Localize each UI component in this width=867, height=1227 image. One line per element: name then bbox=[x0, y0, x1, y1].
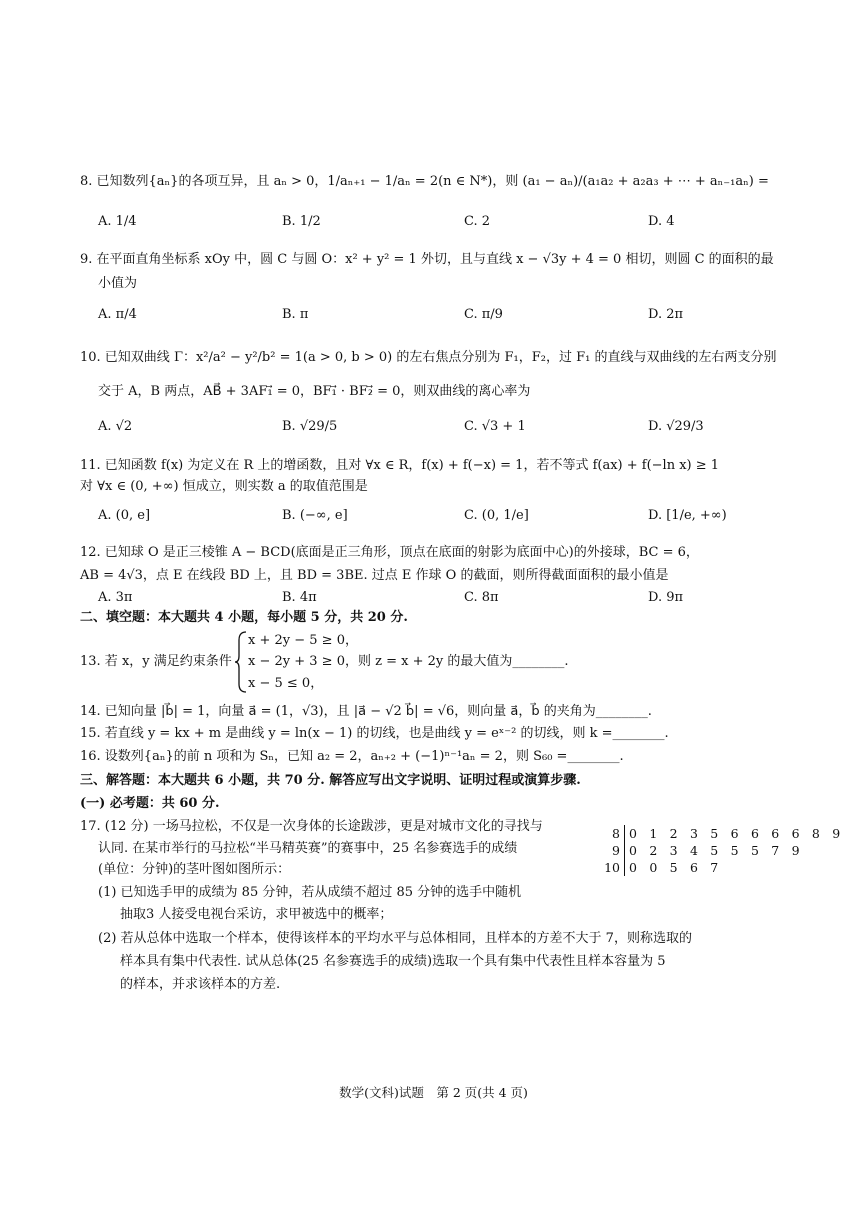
stem-value: 9 bbox=[604, 842, 625, 859]
q10-option-c: C. √3 + 1 bbox=[464, 419, 526, 434]
leaf-values: 0 0 5 6 7 bbox=[629, 860, 723, 875]
q11-option-c: C. (0, 1/e] bbox=[464, 508, 529, 523]
section-3-heading: 三、解答题：本大题共 6 小题，共 70 分. 解答应写出文字说明、证明过程或演算步骤. bbox=[80, 773, 581, 788]
question-17-part-1b: 抽取3 人接受电视台采访，求甲被选中的概率； bbox=[120, 907, 393, 922]
q12-option-c: C. 8π bbox=[464, 590, 499, 605]
q11-option-a: A. (0, e] bbox=[98, 508, 151, 523]
stem-leaf-plot bbox=[604, 825, 844, 876]
q13-constraint-3: x − 5 ≤ 0， bbox=[248, 676, 324, 691]
question-15: 15. 若直线 y = kx + m 是曲线 y = ln(x − 1) 的切线，也是曲线 y = eˣ⁻² 的切线，则 k =________. bbox=[80, 726, 669, 741]
q11-option-b: B. (−∞, e] bbox=[282, 508, 348, 523]
stem-leaf-row bbox=[604, 842, 844, 859]
q11-option-d: D. [1/e, +∞) bbox=[648, 508, 727, 523]
question-17-part-2b: 样本具有集中代表性. 试从总体(25 名参赛选手的成绩)选取一个具有集中代表性且样本容量为 5 bbox=[120, 954, 666, 969]
q9-option-d: D. 2π bbox=[648, 307, 684, 322]
leaf-values: 0 1 2 3 5 6 6 6 6 8 9 bbox=[629, 826, 845, 841]
question-17-line-3: (单位：分钟)的茎叶图如图所示： bbox=[98, 862, 291, 877]
q9-option-c: C. π/9 bbox=[464, 307, 503, 322]
question-17-part-2c: 的样本，并求该样本的方差. bbox=[120, 977, 281, 992]
q10-option-a: A. √2 bbox=[98, 419, 133, 434]
question-13-prefix: 13. 若 x，y 满足约束条件 bbox=[80, 654, 232, 669]
question-12-cont: AB = 4√3，点 E 在线段 BD 上，且 BD = 3BE. 过点 E 作球 O 的截面，则所得截面面积的最小值是 bbox=[80, 568, 669, 583]
question-12: 12. 已知球 O 是正三棱锥 A − BCD(底面是正三角形，顶点在底面的射影为底面中心)的外接球，BC = 6， bbox=[80, 545, 699, 560]
question-9-cont: 小值为 bbox=[98, 276, 138, 291]
section-2-heading: 二、填空题：本大题共 4 小题，每小题 5 分，共 20 分. bbox=[80, 610, 408, 625]
q13-constraint-1: x + 2y − 5 ≥ 0， bbox=[248, 633, 358, 648]
stem-value: 8 bbox=[604, 825, 625, 842]
question-17-part-1a: (1) 已知选手甲的成绩为 85 分钟，若从成绩不超过 85 分钟的选手中随机 bbox=[98, 885, 522, 900]
leaf-values: 0 2 3 4 5 5 5 7 9 bbox=[629, 843, 804, 858]
q8-option-d: D. 4 bbox=[648, 214, 675, 229]
question-10-cont: 交于 A，B 两点，AB⃗ + 3AF₁⃗ = 0，BF₁⃗ · BF₂⃗ = 0，则双曲线的离心率为 bbox=[98, 384, 531, 399]
q8-option-a: A. 1/4 bbox=[98, 214, 137, 229]
question-11-cont: 对 ∀x ∈ (0, +∞) 恒成立，则实数 a 的取值范围是 bbox=[80, 479, 368, 494]
q9-option-b: B. π bbox=[282, 307, 309, 322]
stem-value: 10 bbox=[604, 859, 625, 876]
stem-leaf-row bbox=[604, 859, 844, 876]
q12-option-b: B. 4π bbox=[282, 590, 317, 605]
question-11: 11. 已知函数 f(x) 为定义在 R 上的增函数，且对 ∀x ∈ R，f(x) + f(−x) = 1，若不等式 f(ax) + f(−ln x) ≥ 1 bbox=[80, 458, 720, 473]
q9-option-a: A. π/4 bbox=[98, 307, 137, 322]
q8-option-c: C. 2 bbox=[464, 214, 491, 229]
question-9: 9. 在平面直角坐标系 xOy 中，圆 C 与圆 O：x² + y² = 1 外切，且与直线 x − √3y + 4 = 0 相切，则圆 C 的面积的最 bbox=[80, 252, 774, 267]
question-16: 16. 设数列{aₙ}的前 n 项和为 Sₙ，已知 a₂ = 2，aₙ₊₂ + (−1)ⁿ⁻¹aₙ = 2，则 S₆₀ =________. bbox=[80, 749, 624, 764]
q10-option-b: B. √29/5 bbox=[282, 419, 338, 434]
question-10: 10. 已知双曲线 Γ：x²/a² − y²/b² = 1(a > 0, b > 0) 的左右焦点分别为 F₁，F₂，过 F₁ 的直线与双曲线的左右两支分别 bbox=[80, 350, 777, 365]
q13-constraint-2: x − 2y + 3 ≥ 0，则 z = x + 2y 的最大值为________. bbox=[248, 654, 569, 669]
q8-option-b: B. 1/2 bbox=[282, 214, 321, 229]
required-heading: (一) 必考题：共 60 分. bbox=[80, 796, 220, 811]
question-14: 14. 已知向量 |b⃗| = 1，向量 a⃗ = (1，√3)，且 |a⃗ − √2 b⃗| = √6，则向量 a⃗，b⃗ 的夹角为________. bbox=[80, 704, 652, 719]
q12-option-a: A. 3π bbox=[98, 590, 133, 605]
page-footer: 数学(文科)试题 第 2 页(共 4 页) bbox=[339, 1085, 528, 1100]
brace-icon bbox=[234, 630, 248, 694]
question-17-line-2: 认同. 在某市举行的马拉松“半马精英赛”的赛事中，25 名参赛选手的成绩 bbox=[98, 841, 518, 856]
q12-option-d: D. 9π bbox=[648, 590, 684, 605]
q10-option-d: D. √29/3 bbox=[648, 419, 704, 434]
question-17-part-2a: (2) 若从总体中选取一个样本，使得该样本的平均水平与总体相同，且样本的方差不大于 7，则称选取的 bbox=[98, 931, 692, 946]
stem-leaf-row bbox=[604, 825, 844, 842]
question-17-line-1: 17. (12 分) 一场马拉松，不仅是一次身体的长途跋涉，更是对城市文化的寻找与 bbox=[80, 819, 543, 834]
question-8: 8. 已知数列{aₙ}的各项互异，且 aₙ > 0，1/aₙ₊₁ − 1/aₙ = 2(n ∈ N*)，则 (a₁ − aₙ)/(a₁a₂ + a₂a₃ + ⋯ + aₙ₋₁aₙ) = bbox=[80, 174, 769, 189]
